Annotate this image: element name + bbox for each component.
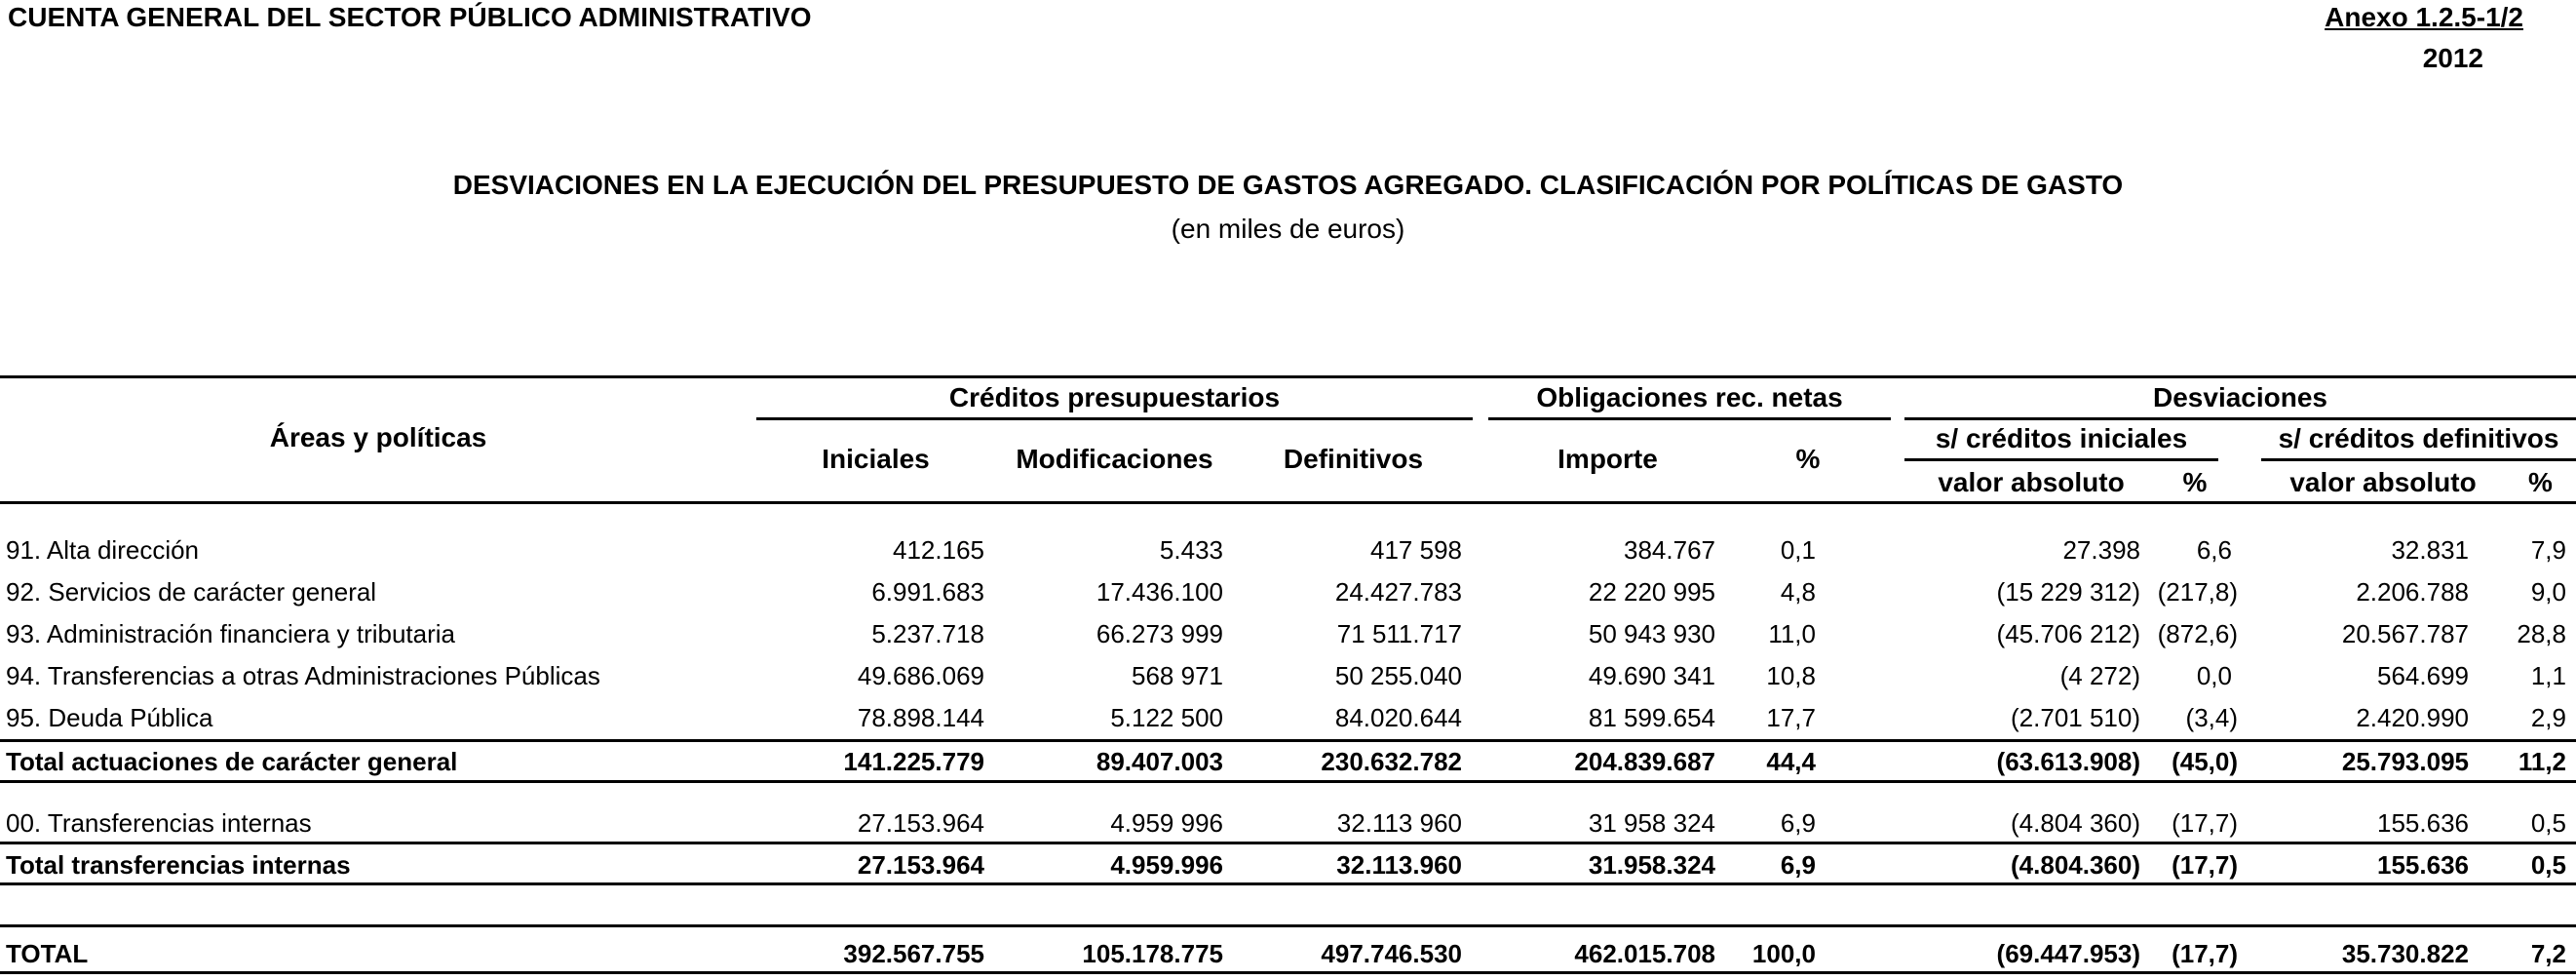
cell-pct: 44,4 xyxy=(1766,747,1816,776)
header-importe: Importe xyxy=(1557,444,1658,474)
row-label: 92. Servicios de carácter general xyxy=(6,577,377,607)
row-label: Total actuaciones de carácter general xyxy=(6,747,458,776)
header-valor-absoluto-iniciales: valor absoluto xyxy=(1938,467,2125,497)
cell-desv-ini-abs: (15 229 312) xyxy=(1996,577,2140,607)
header-s-creditos-definitivos: s/ créditos definitivos xyxy=(2278,423,2559,453)
cell-pct: 4,8 xyxy=(1780,577,1816,607)
cell-desv-ini-abs: (63.613.908) xyxy=(1996,747,2140,776)
header-areas-politicas: Áreas y políticas xyxy=(269,422,487,452)
cell-desv-ini-abs: 27.398 xyxy=(2062,535,2140,565)
cell-desv-ini-abs: (4 272) xyxy=(2059,661,2140,690)
cell-importe: 50 943 930 xyxy=(1588,619,1715,648)
cell-desv-ini-abs: (4.804.360) xyxy=(2011,850,2140,880)
cell-importe: 384.767 xyxy=(1624,535,1715,565)
cell-modificaciones: 66.273 999 xyxy=(1096,619,1223,648)
table-top-border xyxy=(0,375,2576,378)
table-bottom-border xyxy=(0,971,2576,974)
cell-iniciales: 78.898.144 xyxy=(857,703,984,732)
cell-modificaciones: 5.433 xyxy=(1159,535,1223,565)
row-label: 94. Transferencias a otras Administraciones Públicas xyxy=(6,661,600,690)
cell-desv-ini-pct: (17,7) xyxy=(2172,850,2238,880)
cell-importe: 204.839.687 xyxy=(1574,747,1715,776)
year-label: 2012 xyxy=(2422,43,2483,73)
row-label: TOTAL xyxy=(6,939,89,968)
cell-iniciales: 392.567.755 xyxy=(843,939,984,968)
row-label: 95. Deuda Pública xyxy=(6,703,213,732)
desviaciones-group-underline xyxy=(1904,417,2576,420)
table-row-93 xyxy=(0,619,2576,660)
cell-desv-def-abs: 25.793.095 xyxy=(2341,747,2469,776)
cell-desv-ini-pct: 0,0 xyxy=(2196,661,2232,690)
transferencias-total-top-border xyxy=(0,842,2576,844)
cell-modificaciones: 17.436.100 xyxy=(1096,577,1223,607)
cell-desv-def-abs: 155.636 xyxy=(2377,808,2469,838)
cell-iniciales: 5.237.718 xyxy=(871,619,984,648)
header-pct-definitivos: % xyxy=(2528,467,2553,497)
cell-iniciales: 141.225.779 xyxy=(843,747,984,776)
row-label: 00. Transferencias internas xyxy=(6,808,312,838)
cell-desv-ini-pct: (17,7) xyxy=(2172,939,2238,968)
cell-definitivos: 24.427.783 xyxy=(1334,577,1462,607)
cell-desv-ini-pct: (45,0) xyxy=(2172,747,2238,776)
table-row-92 xyxy=(0,577,2576,618)
grand-total-top-border xyxy=(0,924,2576,927)
cell-definitivos: 32.113 960 xyxy=(1336,808,1462,838)
header-obligaciones: Obligaciones rec. netas xyxy=(1536,382,1843,412)
organization-title: CUENTA GENERAL DEL SECTOR PÚBLICO ADMINISTRATIVO xyxy=(8,2,812,32)
cell-importe: 31.958.324 xyxy=(1588,850,1715,880)
header-modificaciones: Modificaciones xyxy=(1016,444,1213,474)
cell-definitivos: 50 255.040 xyxy=(1334,661,1462,690)
table-row-91 xyxy=(0,535,2576,576)
cell-desv-def-pct: 7,2 xyxy=(2530,939,2566,968)
cell-pct: 11,0 xyxy=(1768,619,1816,648)
cell-desv-def-pct: 0,5 xyxy=(2530,808,2566,838)
creditos-group-underline xyxy=(756,417,1473,420)
obligaciones-group-underline xyxy=(1488,417,1891,420)
row-label: 93. Administración financiera y tributaria xyxy=(6,619,456,648)
cell-desv-def-abs: 20.567.787 xyxy=(2341,619,2469,648)
cell-iniciales: 49.686.069 xyxy=(857,661,984,690)
cell-importe: 22 220 995 xyxy=(1588,577,1715,607)
annex-reference: Anexo 1.2.5-1/2 xyxy=(2325,2,2523,32)
cell-definitivos: 497.746.530 xyxy=(1321,939,1462,968)
header-desviaciones: Desviaciones xyxy=(2153,382,2327,412)
cell-desv-def-pct: 28,8 xyxy=(2517,619,2566,648)
cell-desv-def-abs: 2.420.990 xyxy=(2356,703,2469,732)
header-s-creditos-iniciales: s/ créditos iniciales xyxy=(1935,423,2188,453)
cell-definitivos: 84.020.644 xyxy=(1334,703,1462,732)
cell-desv-ini-abs: (4.804 360) xyxy=(2011,808,2140,838)
cell-desv-ini-pct: (217,8) xyxy=(2157,577,2238,607)
cell-desv-ini-pct: (872,6) xyxy=(2157,619,2238,648)
s-iniciales-underline xyxy=(1904,458,2218,461)
table-row-95 xyxy=(0,703,2576,744)
row-label: Total transferencias internas xyxy=(6,850,351,880)
cell-importe: 31 958 324 xyxy=(1588,808,1715,838)
cell-desv-def-pct: 1,1 xyxy=(2530,661,2566,690)
cell-desv-def-pct: 0,5 xyxy=(2530,850,2566,880)
cell-iniciales: 412.165 xyxy=(893,535,984,565)
cell-modificaciones: 4.959.996 xyxy=(1110,850,1223,880)
table-row-94 xyxy=(0,661,2576,702)
cell-desv-def-abs: 32.831 xyxy=(2391,535,2469,565)
cell-importe: 49.690 341 xyxy=(1588,661,1715,690)
cell-modificaciones: 105.178.775 xyxy=(1082,939,1223,968)
cell-pct: 100,0 xyxy=(1751,939,1816,968)
cell-definitivos: 32.113.960 xyxy=(1336,850,1462,880)
cell-pct: 6,9 xyxy=(1780,808,1816,838)
cell-modificaciones: 5.122 500 xyxy=(1110,703,1223,732)
cell-desv-def-pct: 7,9 xyxy=(2530,535,2566,565)
row-label: 91. Alta dirección xyxy=(6,535,200,565)
cell-iniciales: 6.991.683 xyxy=(871,577,984,607)
cell-pct: 0,1 xyxy=(1780,535,1816,565)
header-iniciales: Iniciales xyxy=(822,444,930,474)
cell-modificaciones: 568 971 xyxy=(1132,661,1223,690)
cell-desv-def-abs: 155.636 xyxy=(2377,850,2469,880)
header-definitivos: Definitivos xyxy=(1283,444,1424,474)
cell-desv-def-abs: 564.699 xyxy=(2377,661,2469,690)
header-creditos: Créditos presupuestarios xyxy=(948,382,1281,412)
subtotal-bottom-border xyxy=(0,780,2576,783)
cell-desv-def-abs: 35.730.822 xyxy=(2341,939,2469,968)
cell-desv-ini-pct: (17,7) xyxy=(2172,808,2238,838)
cell-pct: 6,9 xyxy=(1780,850,1816,880)
cell-desv-ini-abs: (69.447.953) xyxy=(1996,939,2140,968)
cell-desv-def-pct: 2,9 xyxy=(2530,703,2566,732)
cell-importe: 81 599.654 xyxy=(1588,703,1715,732)
table-header-bottom-border xyxy=(0,501,2576,504)
header-obligaciones-pct: % xyxy=(1795,444,1821,474)
cell-modificaciones: 89.407.003 xyxy=(1096,747,1223,776)
cell-iniciales: 27.153.964 xyxy=(857,850,984,880)
cell-desv-def-pct: 11,2 xyxy=(2518,747,2566,776)
cell-desv-ini-pct: 6,6 xyxy=(2196,535,2232,565)
header-pct-iniciales: % xyxy=(2182,467,2208,497)
transferencias-total-bottom-border xyxy=(0,882,2576,885)
cell-desv-ini-abs: (2.701 510) xyxy=(2011,703,2140,732)
cell-iniciales: 27.153.964 xyxy=(857,808,984,838)
cell-definitivos: 230.632.782 xyxy=(1321,747,1462,776)
cell-definitivos: 71 511.717 xyxy=(1336,619,1462,648)
cell-desv-ini-abs: (45.706 212) xyxy=(1996,619,2140,648)
header-valor-absoluto-definitivos: valor absoluto xyxy=(2289,467,2477,497)
cell-pct: 10,8 xyxy=(1766,661,1816,690)
cell-pct: 17,7 xyxy=(1766,703,1816,732)
s-definitivos-underline xyxy=(2261,458,2576,461)
cell-desv-def-abs: 2.206.788 xyxy=(2356,577,2469,607)
page-subtitle: (en miles de euros) xyxy=(1171,214,1405,244)
subtotal-top-border xyxy=(0,739,2576,742)
cell-importe: 462.015.708 xyxy=(1574,939,1715,968)
page-title: DESVIACIONES EN LA EJECUCIÓN DEL PRESUPUESTO DE GASTOS AGREGADO. CLASIFICACIÓN POR POLÍTICAS DE GASTO xyxy=(452,170,2124,200)
cell-definitivos: 417 598 xyxy=(1370,535,1462,565)
cell-desv-ini-pct: (3,4) xyxy=(2185,703,2238,732)
cell-desv-def-pct: 9,0 xyxy=(2530,577,2566,607)
cell-modificaciones: 4.959 996 xyxy=(1110,808,1223,838)
